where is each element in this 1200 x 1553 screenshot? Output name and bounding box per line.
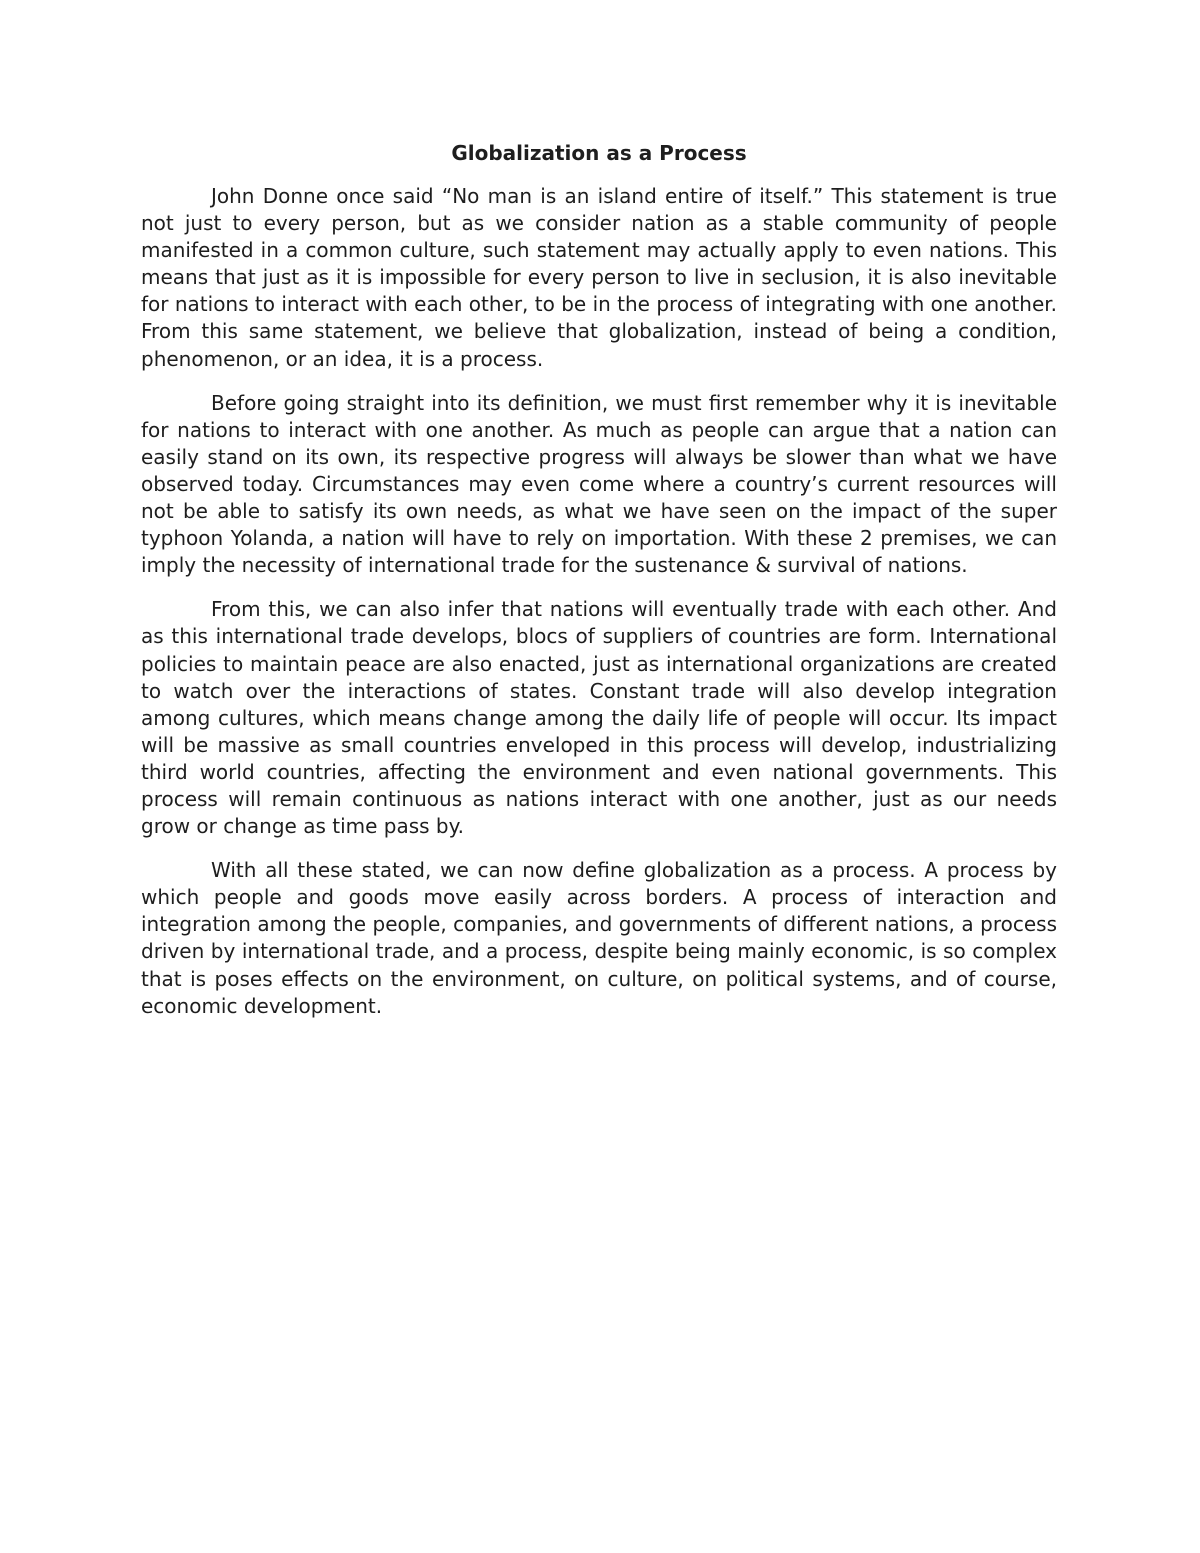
paragraph-1: John Donne once said “No man is an island entire of itself.” This statement is true not just to every person, but as we consider nation as a stable community of people manifested in a common culture, such statement may actually apply to even nations. This means that just as it is impossible for every person to live in seclusion, it is also inevitable for nations to interact with each other, to be in the process of integrating with one another. From this same statement, we believe that globalization, instead of being a condition, phenomenon, or an idea, it is a process. [141, 184, 1057, 371]
paragraph-3: From this, we can also infer that nations will eventually trade with each other. And as this international trade develops, blocs of suppliers of countries are form. International policies to maintain peace are also enacted, just as international organizations are created to watch over the interactions of states. Constant trade will also develop integration among cultures, which means change among the daily life of people will occur. Its impact will be massive as small countries enveloped in this process will develop, industrializing third world countries, affecting the environment and even national governments. This process will remain continuous as nations interact with one another, just as our needs grow or change as time pass by. [141, 597, 1057, 839]
paragraph-2: Before going straight into its definition, we must first remember why it is inevitable for nations to interact with one another. As much as people can argue that a nation can easily stand on its own, its respective progress will always be slower than what we have observed today. Circumstances may even come where a country’s current resources will not be able to satisfy its own needs, as what we have seen on the impact of the super typhoon Yolanda, a nation will have to rely on importation. With these 2 premises, we can imply the necessity of international trade for the sustenance & survival of nations. [141, 390, 1057, 578]
paragraph-4: With all these stated, we can now define globalization as a process. A process by which people and goods move easily across borders. A process of interaction and integration among the people, companies, and governments of different nations, a process driven by international trade, and a process, despite being mainly economic, is so complex that is poses effects on the environment, on culture, on political systems, and of course, economic development. [141, 858, 1057, 1018]
document-body [141, 139, 1057, 1037]
document-title: Globalization as a Process [451, 141, 747, 165]
